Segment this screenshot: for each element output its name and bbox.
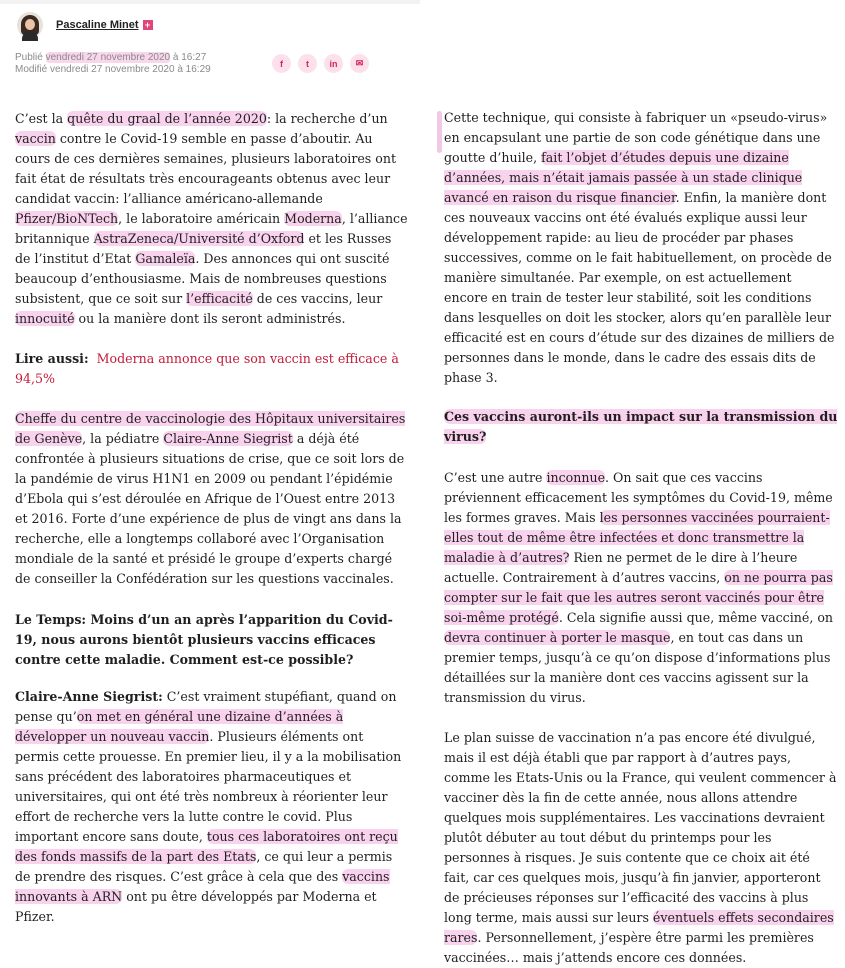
highlighted-text: on met en général une dizaine d’années à développer un nouveau vaccin <box>15 709 344 744</box>
text-run: et les Russes de l’institut d’Etat <box>15 231 392 266</box>
highlighted-text: l’efficacité <box>186 291 253 306</box>
highlight-mark <box>437 111 442 153</box>
text-run: , le laboratoire américain <box>118 211 285 226</box>
paragraph <box>15 109 410 329</box>
facebook-icon[interactable]: f <box>272 54 291 73</box>
text-run: . Plusieurs éléments ont permis cette prouesse. En premier lieu, il y a la mobilisation sans précédent des laboratoires pharmaceutiques et universitaires, qui ont été très nombreux à réorienter leur effort de recherche vers la lutte contre le covid. Plus important encore sans doute, <box>15 729 402 844</box>
highlighted-text: Pfizer/BioNTech <box>15 211 119 226</box>
top-divider <box>0 0 420 4</box>
text-run: ont pu être développés par Moderna et Pfizer. <box>15 889 377 924</box>
highlighted-text: quête du graal de l’année 2020 <box>67 111 267 126</box>
linkedin-icon[interactable]: in <box>324 54 343 73</box>
highlighted-text: Claire-Anne Siegrist <box>163 431 293 446</box>
highlighted-text: tous ces laboratoires ont reçu des fonds massifs de la part des Etats <box>15 829 398 864</box>
text-run: . On sait que ces vaccins préviennent efficacement les symptômes du Covid-19, même les formes graves. Mais <box>444 470 833 525</box>
interview-question: Le Temps: Moins d’un an après l’apparition du Covid-19, nous aurons bientôt plusieurs vaccins efficaces contre cette maladie. Comment est-ce possible? <box>15 612 393 667</box>
text-run: . Cela signifie aussi que, même vacciné, on <box>558 610 834 625</box>
text-run: Cette technique, qui consiste à fabriquer un «pseudo-virus» en encapsulant une partie de son code génétique dans une goutte d’huile, <box>444 110 828 165</box>
author-byline <box>17 12 153 38</box>
share-buttons <box>272 54 369 73</box>
text-run: C’est une autre <box>444 470 547 485</box>
interview-question: Ces vaccins auront-ils un impact sur la transmission du virus? <box>444 409 838 444</box>
plus-icon[interactable]: + <box>143 20 153 30</box>
highlighted-text: innocuité <box>15 311 75 326</box>
paragraph <box>15 409 410 589</box>
highlighted-text: Moderna <box>284 211 342 226</box>
author-name-link[interactable]: Pascaline Minet <box>56 19 139 31</box>
highlighted-text: fait l’objet d’études depuis une dizaine d’années, mais n’était jamais passée à un stade clinique avancé en raison du risque financier <box>444 150 803 205</box>
text-run: . Enfin, la manière dont ces nouveaux vaccins ont été évalués explique aussi leur développement rapide: au lieu de procéder par phases successives, comme on le fait habituellement, on procède de manière simultanée. Par exemple, on est actuellement encore en train de tester leur stabilité, soit les conditions dans lesquelles on doit les stocker, alors qu’en parallèle leur efficacité est en cours d’étude sur des dizaines de milliers de personnes dans le monde, dans le cadre des essais dits de phase 3. <box>444 190 835 385</box>
text-run: Rien ne permet de le dire à l’heure actuelle. Contrairement à d’autres vaccins, <box>444 550 798 585</box>
paragraph <box>444 728 839 968</box>
text-run: , la pédiatre <box>82 431 164 446</box>
highlighted-text: inconnue <box>546 470 606 485</box>
text-run: Le plan suisse de vaccination n’a pas encore été divulgué, mais il est déjà établi que par rapport à d’autres pays, comme les Etats-Unis ou la France, qui veulent commencer à vacciner dès la fin de cette année, nous allons attendre quelques mois supplémentaires. Les vaccinations devraient plutôt débuter au tout début du printemps pour les personnes à risques. Je suis contente que ce choix ait été fait, car ces quelques mois, jusqu’à fin janvier, apporteront de précieuses réponses sur l’efficacité des vaccins à plus long terme, mais aussi sur leurs <box>444 730 837 925</box>
article-column-left <box>15 109 410 927</box>
text-run: , en tout cas dans un premier temps, jusqu’à ce qu’on dispose d’informations plus détaillées sur la manière dont ces vaccins agissent sur la transmission du virus. <box>444 630 831 705</box>
text-run: , ce qui leur a permis de prendre des risques. C’est grâce à cela que des <box>15 849 393 884</box>
avatar[interactable] <box>17 12 43 38</box>
text-run: a déjà été confrontée à plusieurs situations de crise, que ce soit lors de la pandémie de virus H1N1 en 2009 ou pendant l’épidémie d’Ebola qui s’est déroulée en Afrique de l’Ouest entre 2013 et 2016. Forte d’une expérience de plus de vingt ans dans la recherche, elle a longtemps collaboré avec l’Organisation mondiale de la santé et présidé le groupe d’experts chargé de conseiller la Confédération sur les questions vaccinales. <box>15 431 405 586</box>
text-run: C’est la <box>15 111 68 126</box>
published-date: Publié vendredi 27 novembre 2020 à 16:27 <box>15 52 207 63</box>
highlighted-text: AstraZeneca/Université d’Oxford <box>93 231 305 246</box>
speaker-name: Claire-Anne Siegrist: <box>15 689 163 704</box>
text-run: C’est vraiment stupéfiant, quand on pense qu’ <box>15 689 397 724</box>
highlighted-text: Gamaleïa <box>135 251 196 266</box>
highlighted-text: devra continuer à porter le masque <box>444 630 671 645</box>
twitter-icon[interactable]: t <box>298 54 317 73</box>
highlighted-text: vaccins innovants à ARN <box>15 869 390 904</box>
highlighted-text: vaccin <box>15 131 56 146</box>
text-run: . Personnellement, j’espère être parmi les premières vaccinées… mais j’attends encore ces données. <box>444 930 814 965</box>
text-run: : la recherche d’un <box>266 111 388 126</box>
highlighted-text: les personnes vaccinées pourraient-elles tout de même être infectées et donc transmettre la maladie à d’autres? <box>444 510 830 565</box>
text-run: . Des annonces qui ont suscité beaucoup d’enthousiasme. Mais de nombreuses questions subsistent, que ce soit sur <box>15 251 390 306</box>
text-run: ou la manière dont ils seront administrés. <box>74 311 346 326</box>
mail-icon[interactable]: ✉ <box>350 54 369 73</box>
highlighted-text: éventuels effets secondaires rares <box>444 910 834 945</box>
highlighted-text: Cheffe du centre de vaccinologie des Hôpitaux universitaires de Genève <box>15 411 406 446</box>
text-run: de ces vaccins, leur <box>252 291 383 306</box>
highlighted-text: on ne pourra pas compter sur le fait que les autres seront vaccinés pour être soi-même protégé <box>444 570 833 625</box>
modified-date: Modifié vendredi 27 novembre 2020 à 16:29 <box>15 64 211 75</box>
lire-aussi-label: Lire aussi: <box>15 351 89 366</box>
text-run: contre le Covid-19 semble en passe d’aboutir. Au cours de ces dernières semaines, plusieurs laboratoires ont fait état de résultats très encourageants obtenus avec leur candidat vaccin: l’alliance américano-allemande <box>15 131 397 206</box>
paragraph <box>444 468 839 708</box>
lire-aussi <box>15 349 410 389</box>
text-run: , l’alliance britannique <box>15 211 408 246</box>
paragraph <box>15 687 410 927</box>
article-column-right <box>444 108 839 968</box>
paragraph <box>444 108 839 388</box>
article-dates <box>15 52 211 76</box>
related-article-link[interactable]: Moderna annonce que son vaccin est efficace à 94,5% <box>15 351 399 386</box>
